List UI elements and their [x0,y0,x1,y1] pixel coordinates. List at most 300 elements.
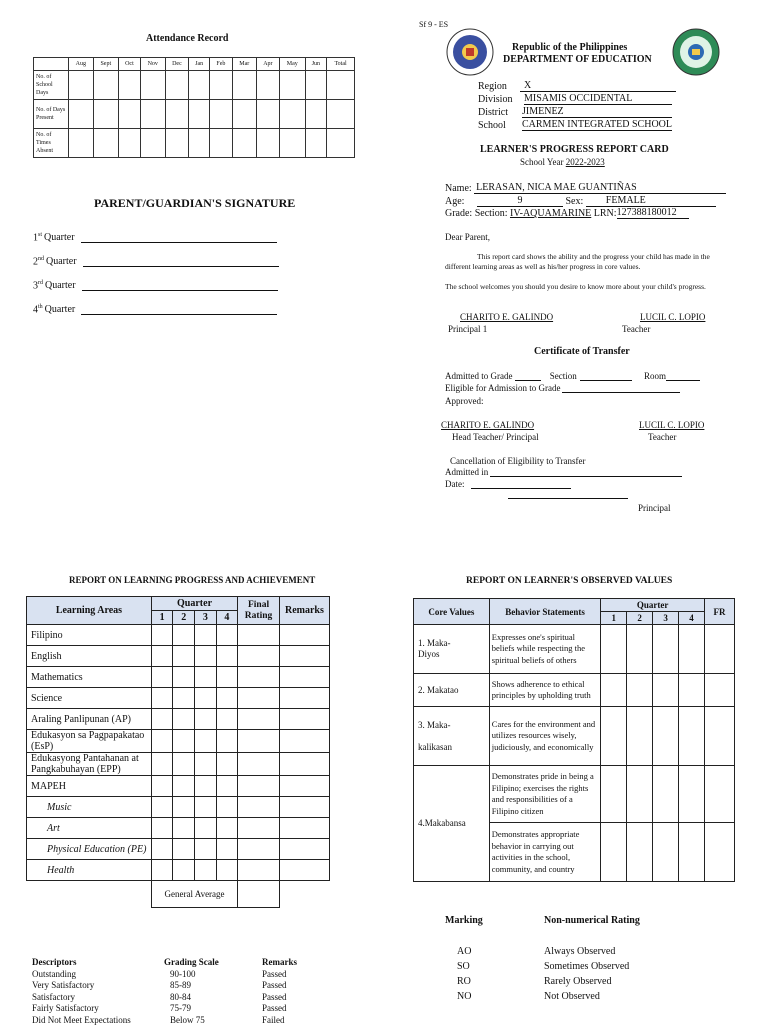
region-value: X [520,80,676,92]
school-value: CARMEN INTEGRATED SCHOOL [522,119,672,131]
grade-cell [279,860,329,881]
signature-line [81,314,277,315]
grade-cell [216,776,238,797]
grade-cell [238,667,280,688]
attendance-month-header: Jun [305,58,326,71]
grade-cell [195,797,217,818]
attendance-cell [256,129,279,158]
scale-row [32,1003,322,1015]
scale-remark: Passed [262,992,287,1002]
scale-remark: Failed [262,1015,285,1025]
grade-cell [238,625,280,646]
attendance-cell [165,129,189,158]
signature-lines [33,232,279,328]
grade-cell [151,860,173,881]
attendance-cell [279,100,305,129]
values-row [414,766,735,823]
grade-cell [216,860,238,881]
attendance-cell [69,71,94,100]
transfer-principal-label: Principal [638,503,671,513]
general-average-cell [238,881,280,908]
grade-cell [195,625,217,646]
sex-value: FEMALE [586,195,716,207]
col-behavior: Behavior Statements [489,599,601,625]
division-value: MISAMIS OCCIDENTAL [524,93,672,105]
subject-row [27,625,330,646]
attendance-cell [189,129,210,158]
subject-row [27,776,330,797]
grade-cell [195,860,217,881]
subject-row [27,839,330,860]
teacher-title: Teacher [622,324,650,334]
eligible-label: Eligible for Admission to Grade [445,383,560,393]
attendance-cell [327,129,355,158]
attendance-month-header: Apr [256,58,279,71]
attendance-month-header: Total [327,58,355,71]
scale-range: Below 75 [170,1015,262,1026]
admitted-label: Admitted to Grade [445,371,512,381]
subject-name: Science [27,688,152,709]
values-cell [653,766,679,823]
core-value: 2. Makatao [414,674,490,707]
date-row [445,479,571,489]
values-cell [704,625,734,674]
values-cell [627,674,653,707]
principal-name: CHARITO E. GALINDO [460,312,553,322]
grade-cell [173,860,195,881]
scale-range: 90-100 [170,969,262,981]
eligible-row [445,383,680,393]
marking-code: AO [457,944,544,959]
grade-cell [151,646,173,667]
signature-line [81,242,277,243]
attendance-cell [140,71,165,100]
subject-name: Filipino [27,625,152,646]
attendance-cell [256,100,279,129]
grade-cell [173,839,195,860]
grade-cell [238,797,280,818]
grade-cell [151,776,173,797]
marking-header: Marking [445,915,483,926]
scale-descriptor: Fairly Satisfactory [32,1003,170,1015]
grade-cell [173,776,195,797]
marking-code: RO [457,974,544,989]
values-cell [627,766,653,823]
attendance-cell [118,129,140,158]
card-title: LEARNER'S PROGRESS REPORT CARD [480,144,669,155]
values-table [413,598,735,882]
transfer-teacher-title: Teacher [648,432,676,442]
grade-cell [238,860,280,881]
values-cell [653,823,679,882]
core-value: 4.Makabansa [414,766,490,882]
signature-quarter-row [33,256,279,280]
grade-cell [216,797,238,818]
salutation: Dear Parent, [445,232,490,242]
values-cell [653,674,679,707]
marking-rating: Always Observed [544,946,615,957]
grade-cell [173,818,195,839]
attendance-row [34,71,355,100]
attendance-month-header: May [279,58,305,71]
grade-cell [279,753,329,776]
subject-name: Health [27,860,152,881]
grade-cell [151,839,173,860]
values-cell [679,625,705,674]
attendance-cell [305,100,326,129]
grade-cell [195,776,217,797]
scale-header-cell: Descriptors [32,957,164,969]
core-value: 1. Maka- Diyos [414,625,490,674]
section-value: IV-AQUAMARINE [510,208,591,219]
lrn-label: LRN: [594,208,617,219]
grade-cell [238,776,280,797]
col-values-quarter: Quarter [601,599,705,612]
values-cell [627,707,653,766]
grade-cell [195,818,217,839]
grade-cell [173,753,195,776]
grade-cell [238,839,280,860]
school-year-row [520,157,605,167]
scale-remark: Passed [262,980,287,990]
district-value: JIMENEZ [522,106,672,118]
scale-row [32,969,322,981]
values-row [414,674,735,707]
school-year-label: School Year [520,157,564,167]
scale-header-cell: Remarks [262,957,322,969]
subject-name: Art [27,818,152,839]
core-value: 3. Maka- kalikasan [414,707,490,766]
division-row [478,93,672,105]
grade-cell [279,646,329,667]
quarter-number: 2 [33,256,38,267]
subject-name: Physical Education (PE) [27,839,152,860]
grade-cell [279,667,329,688]
quarter-suffix: st [38,232,42,238]
grade-cell [279,818,329,839]
scale-range: 80-84 [170,992,262,1004]
section-label: Section [550,371,577,381]
grade-cell [216,730,238,753]
district-label: District [478,107,522,118]
signature-quarter-row [33,304,279,328]
attendance-month-header: Sept [93,58,118,71]
quarter-suffix: rd [38,280,43,286]
values-cell [601,625,627,674]
values-cell [601,707,627,766]
transfer-title: Certificate of Transfer [534,346,630,357]
form-code: Sf 9 - ES [419,20,448,29]
attendance-cell [93,100,118,129]
attendance-row-label: No. of Days Present [34,100,69,129]
attendance-cell [140,100,165,129]
grade-cell [195,730,217,753]
grade-cell [195,667,217,688]
quarter-label: Quarter [45,304,76,315]
grade-cell [279,625,329,646]
col-final-rating: Final Rating [238,597,280,625]
subject-row [27,688,330,709]
letter-paragraph-2: The school welcomes you should you desire to know more about your child's progress. [429,282,735,292]
signature-line [82,290,278,291]
attendance-cell [327,71,355,100]
values-cell [601,674,627,707]
general-average-label: General Average [151,881,237,908]
grade-cell [238,730,280,753]
attendance-row-label: No. of Times Absent [34,129,69,158]
principal-signature-line [508,498,628,499]
attendance-month-header: Dec [165,58,189,71]
values-cell [679,674,705,707]
scale-remark: Passed [262,969,287,979]
quarter-suffix: nd [38,256,44,262]
grade-cell [216,646,238,667]
region-row [478,80,676,92]
grade-cell [173,730,195,753]
attendance-row [34,100,355,129]
grade-cell [195,753,217,776]
attendance-cell [305,129,326,158]
values-cell [653,707,679,766]
marking-rating: Not Observed [544,991,600,1002]
scale-header-cell: Grading Scale [164,957,262,969]
scale-descriptor: Satisfactory [32,992,170,1004]
letter-paragraph-1: This report card shows the ability and the progress your child has made in the different learning areas as well as his/her progress in core values. [445,252,735,272]
scale-remark: Passed [262,1003,287,1013]
attendance-cell [210,100,233,129]
school-label: School [478,120,522,131]
values-cell [627,823,653,882]
values-cell [704,674,734,707]
grade-row [445,207,689,219]
school-row [478,119,672,131]
grade-cell [238,688,280,709]
grade-cell [195,646,217,667]
attendance-month-header: Jan [189,58,210,71]
attendance-title: Attendance Record [146,33,228,44]
quarter-number: 3 [33,280,38,291]
learning-title: REPORT ON LEARNING PROGRESS AND ACHIEVEMENT [69,575,315,585]
subject-name: Mathematics [27,667,152,688]
values-cell [601,823,627,882]
values-quarter-header: 2 [627,612,653,625]
subject-name: Edukasyon sa Pagpapakatao (EsP) [27,730,152,753]
transfer-principal-title: Head Teacher/ Principal [452,432,539,442]
scale-range: 85-89 [170,980,262,992]
behavior-statement: Cares for the environment and utilizes resources wisely, judiciously, and economically [489,707,601,766]
subject-row [27,667,330,688]
grade-cell [151,709,173,730]
attendance-cell [279,71,305,100]
signature-quarter-row [33,280,279,304]
grade-cell [151,688,173,709]
scale-descriptor: Very Satisfactory [32,980,170,992]
subject-name: Edukasyong Pantahanan at Pangkabuhayan (EPP) [27,753,152,776]
quarter-number: 4 [33,304,38,315]
age-sex-row [445,195,716,207]
attendance-cell [118,100,140,129]
region-label: Region [478,81,520,92]
age-value: 9 [477,195,563,207]
marking-row [457,989,629,1004]
teacher-name: LUCIL C. LOPIO [640,312,705,322]
district-row [478,106,672,118]
values-quarter-header: 3 [653,612,679,625]
scale-row [32,992,322,1004]
behavior-statement: Shows adherence to ethical principles by upholding truth [489,674,601,707]
principal-title: Principal 1 [448,324,487,334]
signature-title: PARENT/GUARDIAN'S SIGNATURE [94,196,295,211]
scale-descriptor: Did Not Meet Expectations [32,1015,170,1026]
values-quarter-header: 4 [679,612,705,625]
marking-row [457,959,629,974]
grade-cell [279,709,329,730]
attendance-month-header: Feb [210,58,233,71]
name-label: Name: [445,183,472,194]
grade-cell [238,646,280,667]
department-label: DEPARTMENT OF EDUCATION [503,54,652,65]
approved-label: Approved: [445,396,484,406]
marking-row [457,974,629,989]
grade-cell [195,688,217,709]
marking-code: NO [457,989,544,1004]
behavior-statement: Demonstrates appropriate behavior in carrying out activities in the school, community, and country [489,823,601,882]
grade-cell [216,839,238,860]
republic-label: Republic of the Philippines [512,42,627,53]
grade-cell [173,797,195,818]
grade-cell [151,667,173,688]
subject-row [27,730,330,753]
values-cell [704,707,734,766]
attendance-cell [140,129,165,158]
values-cell [627,625,653,674]
grade-cell [238,709,280,730]
attendance-cell [210,129,233,158]
signature-line [83,266,279,267]
col-learning-areas: Learning Areas [27,597,152,625]
attendance-cell [232,71,256,100]
values-row [414,625,735,674]
attendance-cell [305,71,326,100]
subject-name: Araling Panlipunan (AP) [27,709,152,730]
col-fr: FR [704,599,734,625]
age-label: Age: [445,196,477,207]
subject-row [27,797,330,818]
subject-row [27,753,330,776]
grade-cell [216,625,238,646]
grade-cell [238,818,280,839]
attendance-month-header: Mar [232,58,256,71]
attendance-cell [69,129,94,158]
grade-cell [195,709,217,730]
subject-row [27,709,330,730]
grade-cell [173,688,195,709]
col-core-values: Core Values [414,599,490,625]
attendance-cell [256,71,279,100]
grade-cell [151,818,173,839]
attendance-cell [210,71,233,100]
grade-cell [151,797,173,818]
scale-row [32,980,322,992]
deped-seal-icon [446,28,494,76]
values-quarter-header: 1 [601,612,627,625]
grade-cell [216,688,238,709]
subject-row [27,818,330,839]
col-quarter: Quarter [151,597,237,611]
grade-cell [151,625,173,646]
room-label: Room [644,371,666,381]
admitted-in-row [445,467,682,477]
subject-row [27,860,330,881]
transfer-teacher-name: LUCIL C. LOPIO [639,420,704,430]
attendance-cell [165,100,189,129]
values-cell [653,625,679,674]
rating-header: Non-numerical Rating [544,915,640,926]
lrn-value: 127388180012 [617,207,689,219]
col-remarks: Remarks [279,597,329,625]
grade-cell [173,625,195,646]
attendance-month-header: Oct [118,58,140,71]
values-row [414,707,735,766]
scale-header [32,957,322,969]
values-cell [679,823,705,882]
attendance-cell [165,71,189,100]
attendance-cell [189,71,210,100]
scale-descriptor: Outstanding [32,969,170,981]
grade-cell [216,667,238,688]
grade-cell [279,730,329,753]
attendance-cell [189,100,210,129]
behavior-statement: Demonstrates pride in being a Filipino; exercises the rights and responsibilities of a Filipino citizen [489,766,601,823]
attendance-row-label: No. of School Days [34,71,69,100]
subject-name: MAPEH [27,776,152,797]
behavior-statement: Expresses one's spiritual beliefs while respecting the spiritual beliefs of others [489,625,601,674]
general-average-row [27,881,330,908]
grading-scale [32,957,322,1026]
attendance-corner [34,58,69,71]
values-cell [704,823,734,882]
scale-range: 75-79 [170,1003,262,1015]
values-cell [704,766,734,823]
subject-name: Music [27,797,152,818]
grade-cell [173,667,195,688]
admitted-in-label: Admitted in [445,467,488,477]
quarter-number-header: 3 [195,611,217,625]
grade-cell [151,753,173,776]
grade-cell [173,709,195,730]
grade-cell [238,753,280,776]
admitted-row [445,371,700,381]
quarter-label: Quarter [44,232,75,243]
grade-cell [279,776,329,797]
attendance-month-header: Aug [69,58,94,71]
grade-cell [279,839,329,860]
name-row [445,182,726,194]
values-cell [679,766,705,823]
attendance-cell [93,129,118,158]
values-cell [601,766,627,823]
school-seal-icon [672,28,720,76]
grade-cell [195,839,217,860]
division-label: Division [478,94,524,105]
attendance-cell [327,100,355,129]
attendance-row [34,129,355,158]
quarter-suffix: th [38,304,43,310]
sex-label: Sex: [566,196,584,207]
school-year-value: 2022-2023 [566,157,605,167]
quarter-number-header: 4 [216,611,238,625]
signature-quarter-row [33,232,279,256]
